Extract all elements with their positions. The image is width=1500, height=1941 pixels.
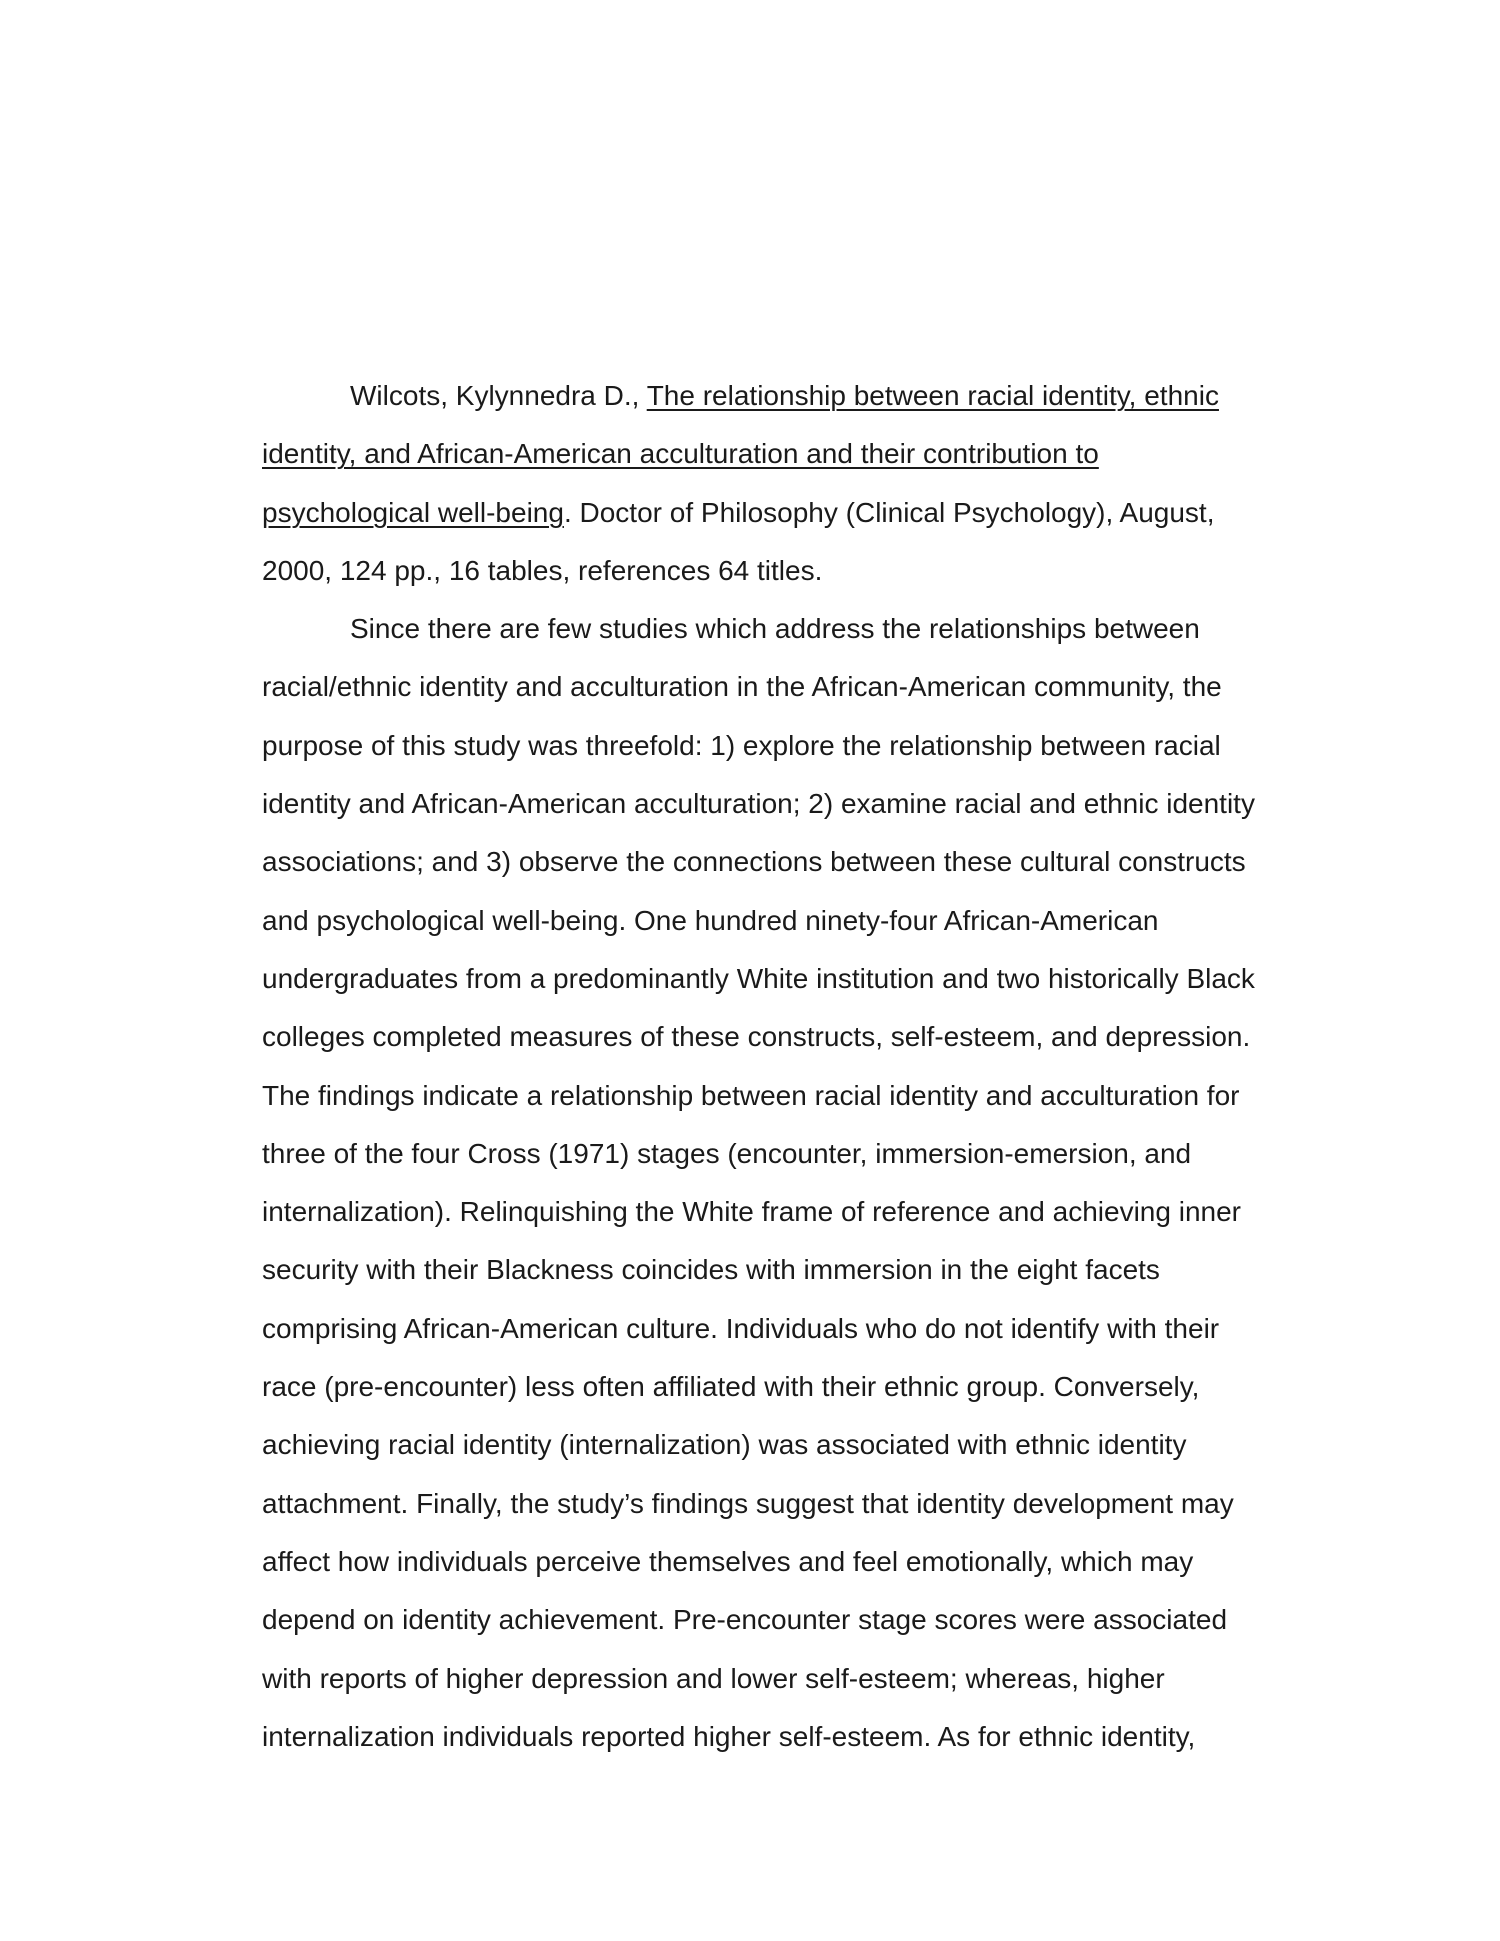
abstract-line: with reports of higher depression and lower self-esteem; whereas, higher: [262, 1662, 1165, 1694]
dissertation-title-part-2: identity, and African-American acculturation and their contribution to: [262, 438, 1099, 470]
abstract-line: security with their Blackness coincides with immersion in the eight facets: [262, 1254, 1160, 1286]
abstract-line: and psychological well-being. One hundred ninety-four African-American: [262, 904, 1159, 936]
abstract-line: attachment. Finally, the study’s findings suggest that identity development may: [262, 1487, 1234, 1519]
abstract-line: Since there are few studies which address the relationships between: [350, 613, 1200, 645]
author-name: Wilcots, Kylynnedra D.,: [350, 380, 647, 411]
abstract-line: achieving racial identity (internalization) was associated with ethnic identity: [262, 1429, 1187, 1461]
abstract-line: associations; and 3) observe the connections between these cultural constructs: [262, 846, 1246, 878]
dissertation-title-part-1: The relationship between racial identity, ethnic: [646, 380, 1219, 411]
citation-line-1: [262, 367, 1308, 425]
citation-line-2: [262, 425, 1308, 483]
abstract-line: purpose of this study was threefold: 1) explore the relationship between racial: [262, 729, 1221, 761]
abstract-line: identity and African-American acculturation; 2) examine racial and ethnic identity: [262, 788, 1255, 820]
abstract-line: depend on identity achievement. Pre-encounter stage scores were associated: [262, 1604, 1228, 1636]
abstract-line: race (pre-encounter) less often affiliated with their ethnic group. Conversely,: [262, 1371, 1200, 1403]
abstract-line: colleges completed measures of these constructs, self-esteem, and depression.: [262, 1021, 1251, 1053]
abstract-text-block: [262, 367, 1308, 1766]
abstract-line: The findings indicate a relationship between racial identity and acculturation for: [262, 1079, 1240, 1111]
abstract-line: undergraduates from a predominantly White institution and two historically Black: [262, 962, 1255, 994]
dissertation-title-part-3: psychological well-being: [262, 496, 564, 528]
abstract-line: internalization). Relinquishing the White frame of reference and achieving inner: [262, 1196, 1241, 1228]
citation-line-4: 2000, 124 pp., 16 tables, references 64 titles.: [262, 554, 823, 586]
abstract-line: racial/ethnic identity and acculturation in the African-American community, the: [262, 671, 1222, 703]
abstract-line: three of the four Cross (1971) stages (encounter, immersion-emersion, and: [262, 1137, 1192, 1169]
abstract-line: affect how individuals perceive themselves and feel emotionally, which may: [262, 1545, 1194, 1577]
abstract-line: internalization individuals reported higher self-esteem. As for ethnic identity,: [262, 1720, 1196, 1752]
citation-line-3: [262, 484, 1308, 542]
degree-info: . Doctor of Philosophy (Clinical Psychology), August,: [563, 496, 1215, 528]
abstract-line: comprising African-American culture. Individuals who do not identify with their: [262, 1312, 1220, 1344]
